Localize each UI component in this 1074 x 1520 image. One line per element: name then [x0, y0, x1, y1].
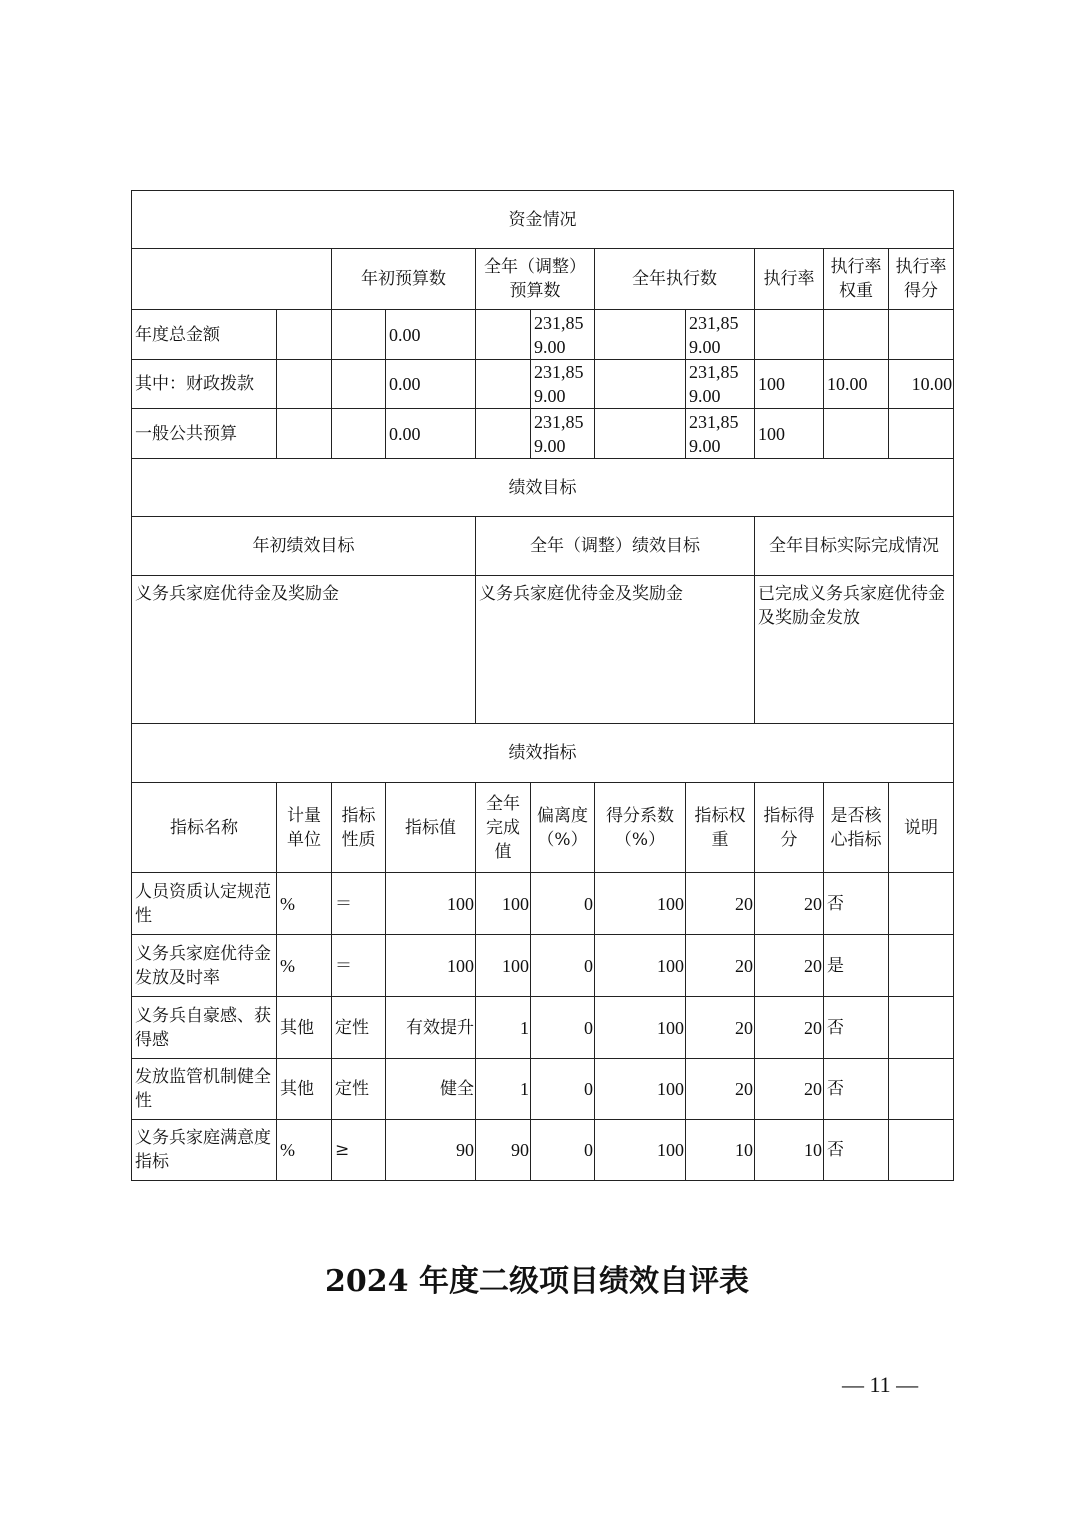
indicator-cell: % [277, 935, 332, 997]
funding-initial: 0.00 [386, 360, 476, 409]
indicator-cell: 100 [595, 1059, 686, 1120]
indicator-cell [889, 997, 954, 1059]
indicator-header-cell: 偏离度（%） [531, 783, 595, 873]
funding-score [889, 310, 954, 360]
indicator-header-cell: 指标性质 [332, 783, 386, 873]
funding-label: 其中：财政拨款 [132, 360, 277, 409]
indicator-cell: 20 [686, 873, 755, 935]
page-title: 2024 年度二级项目绩效自评表 [325, 1264, 749, 1299]
indicator-cell: 100 [386, 935, 476, 997]
indicator-row [132, 1120, 954, 1181]
indicator-row [132, 935, 954, 997]
indicator-cell: 义务兵家庭优待金发放及时率 [132, 935, 277, 997]
indicator-cell [889, 873, 954, 935]
funding-weight [824, 310, 889, 360]
indicator-cell: ＝ [332, 873, 386, 935]
indicator-header-cell: 指标得分 [755, 783, 824, 873]
indicator-cell: 否 [824, 1059, 889, 1120]
funding-executed: 231,859.00 [686, 360, 755, 409]
funding-adjusted: 231,859.00 [531, 409, 595, 459]
indicator-cell: 否 [824, 873, 889, 935]
indicator-cell: 否 [824, 997, 889, 1059]
indicator-cell: 发放监管机制健全性 [132, 1059, 277, 1120]
indicator-cell: 20 [755, 1059, 824, 1120]
funding-rate: 100 [755, 409, 824, 459]
indicator-cell: 0 [531, 873, 595, 935]
indicator-cell: 10 [686, 1120, 755, 1181]
indicator-cell: 其他 [277, 1059, 332, 1120]
header-executed: 全年执行数 [595, 249, 755, 310]
funding-adjusted: 231,859.00 [531, 310, 595, 360]
indicator-cell: 100 [476, 873, 531, 935]
indicator-cell: 其他 [277, 997, 332, 1059]
indicators-section-title: 绩效指标 [132, 724, 954, 783]
indicator-header-cell: 计量单位 [277, 783, 332, 873]
indicator-cell: 0 [531, 1120, 595, 1181]
goal-initial: 义务兵家庭优待金及奖励金 [132, 576, 476, 724]
indicators-header-row [132, 783, 954, 873]
indicator-row [132, 1059, 954, 1120]
funding-score: 10.00 [889, 360, 954, 409]
indicator-header-cell: 全年完成值 [476, 783, 531, 873]
funding-label: 年度总金额 [132, 310, 277, 360]
funding-header-blank [132, 249, 332, 310]
indicator-cell: 1 [476, 1059, 531, 1120]
indicator-cell: ≥ [332, 1120, 386, 1181]
funding-executed: 231,859.00 [686, 310, 755, 360]
funding-rate [755, 310, 824, 360]
indicator-cell: 20 [686, 997, 755, 1059]
indicator-cell [889, 935, 954, 997]
funding-initial: 0.00 [386, 310, 476, 360]
indicator-cell: ＝ [332, 935, 386, 997]
indicator-header-cell: 是否核心指标 [824, 783, 889, 873]
funding-label: 一般公共预算 [132, 409, 277, 459]
indicator-cell: 100 [595, 997, 686, 1059]
funding-adjusted: 231,859.00 [531, 360, 595, 409]
indicator-cell: 20 [686, 1059, 755, 1120]
indicator-cell: 定性 [332, 1059, 386, 1120]
indicator-cell: 人员资质认定规范性 [132, 873, 277, 935]
goals-header-actual: 全年目标实际完成情况 [755, 517, 954, 576]
indicator-cell: 100 [476, 935, 531, 997]
indicator-cell: 是 [824, 935, 889, 997]
funding-rate: 100 [755, 360, 824, 409]
performance-table [131, 190, 954, 1181]
page-number: — 11 — [842, 1372, 919, 1397]
indicator-cell: 义务兵家庭满意度指标 [132, 1120, 277, 1181]
indicator-row [132, 997, 954, 1059]
indicator-cell: 90 [476, 1120, 531, 1181]
indicator-cell: 有效提升 [386, 997, 476, 1059]
goals-section-title: 绩效目标 [132, 459, 954, 517]
indicator-cell: 20 [755, 873, 824, 935]
indicator-cell: 20 [755, 935, 824, 997]
indicator-cell: 0 [531, 997, 595, 1059]
indicator-row [132, 873, 954, 935]
funding-executed: 231,859.00 [686, 409, 755, 459]
indicator-cell: 20 [686, 935, 755, 997]
header-rate: 执行率 [755, 249, 824, 310]
indicator-cell: 10 [755, 1120, 824, 1181]
indicator-cell: 健全 [386, 1059, 476, 1120]
header-adjusted-budget: 全年（调整）预算数 [476, 249, 595, 310]
goal-actual: 已完成义务兵家庭优待金及奖励金发放 [755, 576, 954, 724]
indicator-cell: 100 [386, 873, 476, 935]
indicator-cell: 100 [595, 873, 686, 935]
header-rate-weight: 执行率权重 [824, 249, 889, 310]
indicator-cell: % [277, 1120, 332, 1181]
goals-header-adjusted: 全年（调整）绩效目标 [476, 517, 755, 576]
goal-adjusted: 义务兵家庭优待金及奖励金 [476, 576, 755, 724]
indicator-header-cell: 指标值 [386, 783, 476, 873]
header-initial-budget: 年初预算数 [332, 249, 476, 310]
indicator-cell: 0 [531, 1059, 595, 1120]
indicator-cell: 1 [476, 997, 531, 1059]
funding-row [132, 409, 954, 459]
indicator-cell: 20 [755, 997, 824, 1059]
indicator-cell: 否 [824, 1120, 889, 1181]
indicator-cell: 0 [531, 935, 595, 997]
indicator-cell: 100 [595, 1120, 686, 1181]
indicator-header-cell: 指标名称 [132, 783, 277, 873]
funding-weight: 10.00 [824, 360, 889, 409]
goals-header-initial: 年初绩效目标 [132, 517, 476, 576]
funding-section-title: 资金情况 [132, 191, 954, 249]
indicator-cell: 定性 [332, 997, 386, 1059]
indicator-cell: 义务兵自豪感、获得感 [132, 997, 277, 1059]
indicator-cell [889, 1059, 954, 1120]
indicator-cell: 90 [386, 1120, 476, 1181]
funding-row [132, 310, 954, 360]
indicator-header-cell: 得分系数（%） [595, 783, 686, 873]
indicator-header-cell: 说明 [889, 783, 954, 873]
funding-row [132, 360, 954, 409]
indicator-cell: % [277, 873, 332, 935]
funding-score [889, 409, 954, 459]
indicator-cell: 100 [595, 935, 686, 997]
header-rate-score: 执行率得分 [889, 249, 954, 310]
funding-initial: 0.00 [386, 409, 476, 459]
funding-weight [824, 409, 889, 459]
indicator-cell [889, 1120, 954, 1181]
indicator-header-cell: 指标权重 [686, 783, 755, 873]
